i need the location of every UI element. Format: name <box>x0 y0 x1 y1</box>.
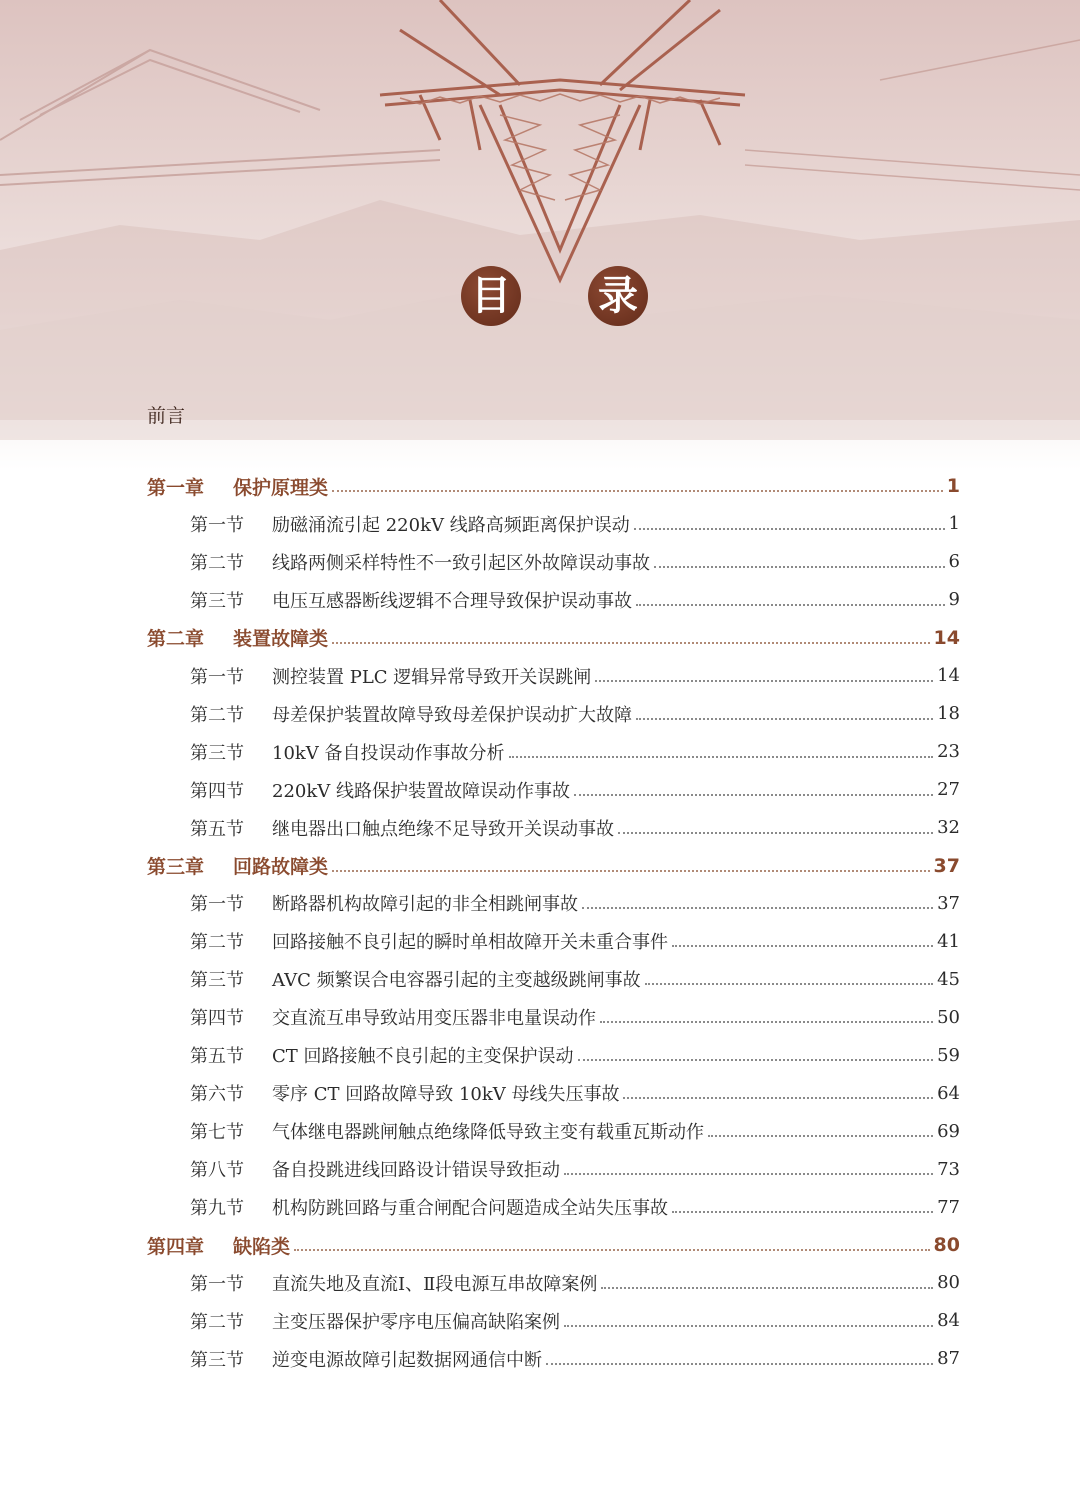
section-title: 10kV 备自投误动作事故分析 <box>272 742 505 764</box>
chapter-number: 第三章 <box>147 856 205 878</box>
page-number: 80 <box>933 1234 960 1256</box>
toc-section-row[interactable] <box>190 1305 960 1337</box>
section-number: 第三节 <box>190 1349 244 1371</box>
toc-section-row[interactable] <box>190 774 960 806</box>
page-number: 84 <box>937 1310 960 1332</box>
title-char-mu: 目 <box>461 266 521 326</box>
toc-section-row[interactable] <box>190 508 960 540</box>
page-number: 80 <box>937 1272 960 1294</box>
section-title: 直流失地及直流Ⅰ、Ⅱ段电源互串故障案例 <box>272 1273 598 1295</box>
section-title: 逆变电源故障引起数据网通信中断 <box>272 1349 542 1371</box>
toc-chapter-row[interactable] <box>147 622 960 654</box>
section-number: 第一节 <box>190 514 244 536</box>
toc-section-row[interactable] <box>190 1153 960 1185</box>
dot-leader <box>564 1325 933 1327</box>
page-number: 14 <box>933 626 960 649</box>
page-number: 1 <box>948 513 960 535</box>
toc-section-row[interactable] <box>190 584 960 616</box>
toc-section-row[interactable] <box>190 925 960 957</box>
dot-leader <box>645 983 933 985</box>
page-number: 37 <box>933 854 960 877</box>
section-title: 线路两侧采样特性不一致引起区外故障误动事故 <box>272 552 650 574</box>
toc-section-row[interactable] <box>190 812 960 844</box>
section-number: 第二节 <box>190 552 244 574</box>
dot-leader <box>578 1059 934 1061</box>
dot-leader <box>332 490 943 492</box>
section-number: 第二节 <box>190 932 244 954</box>
page-number: 69 <box>937 1120 960 1142</box>
section-number: 第四节 <box>190 780 244 802</box>
toc-section-row[interactable] <box>190 1077 960 1109</box>
page-number: 87 <box>937 1348 960 1370</box>
page-number: 32 <box>937 817 960 839</box>
section-number: 第一节 <box>190 894 244 916</box>
page-number: 1 <box>946 475 960 497</box>
chapter-number: 第二章 <box>147 628 205 651</box>
section-title: 220kV 线路保护装置故障误动作事故 <box>272 780 570 802</box>
section-title: AVC 频繁误合电容器引起的主变越级跳闸事故 <box>272 970 641 992</box>
toc-section-row[interactable] <box>190 1191 960 1223</box>
toc-chapter-row[interactable] <box>147 470 960 502</box>
section-number: 第一节 <box>190 666 244 688</box>
section-number: 第八节 <box>190 1160 244 1182</box>
toc-section-row[interactable] <box>190 1039 960 1071</box>
dot-leader <box>294 1249 930 1251</box>
page-number: 6 <box>948 551 960 573</box>
section-number: 第六节 <box>190 1084 244 1106</box>
chapter-title: 保护原理类 <box>233 476 329 499</box>
page-number: 37 <box>937 892 960 914</box>
dot-leader <box>708 1135 933 1137</box>
chapter-title: 装置故障类 <box>233 628 329 651</box>
section-number: 第七节 <box>190 1122 244 1144</box>
dot-leader <box>634 528 945 530</box>
preface-link[interactable]: 前言 <box>147 405 186 427</box>
dot-leader <box>654 566 945 568</box>
dot-leader <box>623 1097 933 1099</box>
page-number: 23 <box>937 741 960 763</box>
dot-leader <box>600 1021 933 1023</box>
toc-chapter-row[interactable] <box>147 850 960 882</box>
page-number: 18 <box>937 703 960 725</box>
section-number: 第一节 <box>190 1273 244 1295</box>
toc-section-row[interactable] <box>190 1001 960 1033</box>
dot-leader <box>618 832 933 834</box>
chapter-title: 缺陷类 <box>233 1235 291 1258</box>
page-number: 64 <box>937 1082 960 1104</box>
dot-leader <box>601 1287 933 1289</box>
dot-leader <box>636 604 945 606</box>
section-title: 测控装置 PLC 逻辑异常导致开关误跳闸 <box>272 666 592 688</box>
toc-section-row[interactable] <box>190 698 960 730</box>
dot-leader <box>672 1211 933 1213</box>
section-title: 励磁涌流引起 220kV 线路高频距离保护误动 <box>272 514 630 536</box>
section-number: 第五节 <box>190 1046 244 1068</box>
page-number: 41 <box>937 930 960 952</box>
title-char-lu: 录 <box>588 266 648 326</box>
section-number: 第九节 <box>190 1198 244 1220</box>
page-number: 73 <box>937 1158 960 1180</box>
section-title: 交直流互串导致站用变压器非电量误动作 <box>272 1008 596 1030</box>
section-number: 第三节 <box>190 742 244 764</box>
toc-section-row[interactable] <box>190 660 960 692</box>
page-number: 77 <box>937 1196 960 1218</box>
dot-leader <box>332 870 930 872</box>
section-title: 气体继电器跳闸触点绝缘降低导致主变有载重瓦斯动作 <box>272 1122 704 1144</box>
toc-section-row[interactable] <box>190 1115 960 1147</box>
page-number: 27 <box>937 779 960 801</box>
toc-section-row[interactable] <box>190 887 960 919</box>
dot-leader <box>595 680 933 682</box>
dot-leader <box>564 1173 933 1175</box>
section-title: 回路接触不良引起的瞬时单相故障开关未重合事件 <box>272 932 668 954</box>
section-title: 电压互感器断线逻辑不合理导致保护误动事故 <box>272 590 632 612</box>
toc-section-row[interactable] <box>190 546 960 578</box>
page-number: 50 <box>937 1006 960 1028</box>
toc-section-row[interactable] <box>190 1267 960 1299</box>
dot-leader <box>574 794 933 796</box>
toc-chapter-row[interactable] <box>147 1229 960 1261</box>
section-number: 第四节 <box>190 1008 244 1030</box>
section-number: 第二节 <box>190 704 244 726</box>
dot-leader <box>636 718 933 720</box>
chapter-title: 回路故障类 <box>233 856 329 878</box>
dot-leader <box>332 642 930 644</box>
page-number: 59 <box>937 1044 960 1066</box>
page-number: 9 <box>948 589 960 611</box>
section-title: 母差保护装置故障导致母差保护误动扩大故障 <box>272 704 632 726</box>
section-title: 机构防跳回路与重合闸配合问题造成全站失压事故 <box>272 1198 668 1220</box>
section-number: 第五节 <box>190 818 244 840</box>
dot-leader <box>546 1363 933 1365</box>
page-number: 14 <box>937 665 960 687</box>
section-number: 第三节 <box>190 590 244 612</box>
dot-leader <box>582 907 933 909</box>
toc-section-row[interactable] <box>190 1343 960 1375</box>
section-title: 主变压器保护零序电压偏高缺陷案例 <box>272 1311 560 1333</box>
toc-section-row[interactable] <box>190 963 960 995</box>
section-title: 备自投跳进线回路设计错误导致拒动 <box>272 1160 560 1182</box>
section-number: 第三节 <box>190 970 244 992</box>
section-title: CT 回路接触不良引起的主变保护误动 <box>272 1046 574 1068</box>
dot-leader <box>509 756 934 758</box>
section-title: 继电器出口触点绝缘不足导致开关误动事故 <box>272 818 614 840</box>
dot-leader <box>672 945 933 947</box>
chapter-number: 第四章 <box>147 1235 205 1258</box>
page-number: 45 <box>937 968 960 990</box>
section-title: 零序 CT 回路故障导致 10kV 母线失压事故 <box>272 1084 620 1106</box>
section-number: 第二节 <box>190 1311 244 1333</box>
section-title: 断路器机构故障引起的非全相跳闸事故 <box>272 894 578 916</box>
chapter-number: 第一章 <box>147 476 205 499</box>
toc-section-row[interactable] <box>190 736 960 768</box>
